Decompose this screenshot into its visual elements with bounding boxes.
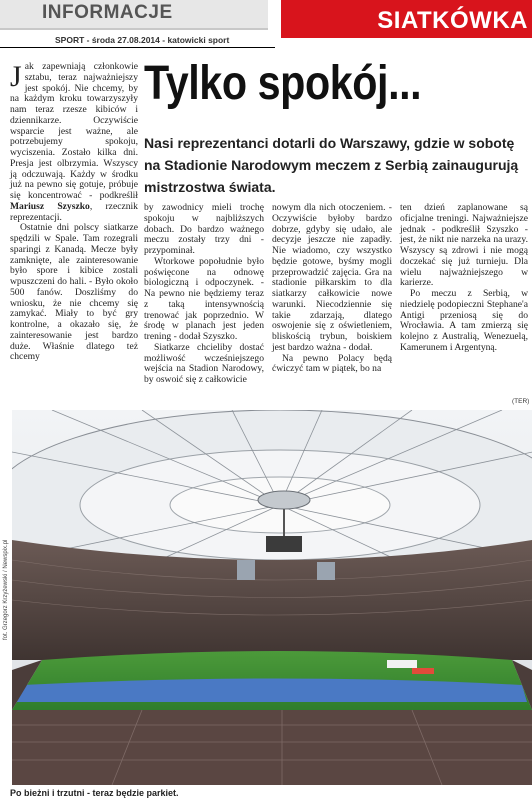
paragraph-text: , rzecznik reprezentacji. bbox=[10, 200, 138, 223]
article-paragraph: Wtorkowe popołudnie było poświęcone na odnowę biologiczną i odpoczynek. - Na pewno nie będziemy teraz z taką intensywnością trenować jak poprzednio. W środę w planach jest jeden trening - dodał Szyszko. bbox=[144, 255, 264, 342]
article-paragraph: Siatkarze chcieliby dostać możliwość wcześniejszego wejścia na Stadion Narodowy, by oswoić się z całkowicie bbox=[144, 341, 264, 385]
article-column-3 bbox=[272, 203, 392, 375]
article-column-1 bbox=[10, 62, 138, 363]
section-header bbox=[0, 0, 268, 30]
article-paragraph: Po meczu z Serbią, w niedzielę podopieczni Stephane'a Antigi przeniosą się do Wrocławia. A tam zmierzą się kolejno z Australią, Wenezuelą, Kamerunem i Argentyną. bbox=[400, 288, 528, 353]
article-paragraph: nowym dla nich otoczeniem. - Oczywiście byłoby bardzo dobrze, gdyby się udało, ale decyzje jeszcze nie zapadły. Nie wiadomo, czy wszystko będzie gotowe, byśmy mogli przeprowadzić zajęcia. Gra na stadionie piłkarskim to dla siatkarzy całkowicie nowe warunki. Niecodziennie się takie zdarzają, dlatego oswojenie się z oświetleniem, bliskością trybun, boiskiem jest bardzo ważna - dodał. bbox=[272, 202, 392, 353]
article-paragraph: by zawodnicy mieli trochę spokoju w najbliższych dobach. Do bardzo ważnego meczu zostały trzy dni - przypominał. bbox=[144, 202, 264, 256]
stadium-photo bbox=[12, 410, 532, 785]
category-header bbox=[281, 0, 532, 38]
article-column-4 bbox=[400, 203, 528, 354]
article-paragraph bbox=[10, 62, 138, 223]
dateline: SPORT - środa 27.08.2014 - katowicki sport bbox=[55, 35, 230, 45]
lead-paragraph: Nasi reprezentanci dotarli do Warszawy, gdzie w sobotę na Stadionie Narodowym meczem z Serbią zainaugurują mistrzostwa świata. bbox=[144, 135, 519, 195]
drop-cap: J bbox=[10, 60, 22, 93]
article-paragraph: Ostatnie dni polscy siatkarze spędzili w Spale. Tam rozegrali sparingi z Kanadą. Mecze były zamknięte, ale zainteresowanie było spore i kibice zostali wpuszczeni do hali. - Było około 500 fanów. Doszliśmy do wniosku, że nie chcemy się zamykać. Miały to być gry kontrolne, a okazało się, że zainteresowanie jest bardzo duże. Właśnie dlatego też chcemy bbox=[10, 222, 138, 363]
stadium-illustration bbox=[12, 410, 532, 785]
author-signature: (TER) bbox=[512, 398, 530, 405]
article-paragraph: ten dzień zaplanowane są oficjalne treningi. Najważniejsze jednak - podkreślił Szyszko - jest, że nikt nie narzeka na urazy. Wszyscy są zdrowi i nie mogą doczekać się już turnieju. Dla wielu najważniejszego w karierze. bbox=[400, 202, 528, 289]
photo-caption: Po bieżni i trzutni - teraz będzie parkiet. bbox=[10, 788, 179, 798]
header-rule bbox=[0, 47, 275, 48]
paragraph-text: ak zapewniają członkowie sztabu, teraz najważniejszy jest spokój. Nie chcemy, by na każdym kroku towarzyszyły nam teraz rzesze kibiców i dziennikarze. Oczywiście wsparcie jest ważne, ale potrzebujemy spokoju, wyciszenia. Zostało kilka dni. Presja jest olbrzymia. Wszyscy ją odczuwają. Każdy w środku już na pewno się gotuje, próbuje się koncentrować - podkreślił bbox=[10, 61, 138, 201]
headline: Tylko spokój... bbox=[144, 57, 422, 110]
photo-credit: fot. Grzegorz Krzyżewski / Newspix.pl bbox=[3, 539, 9, 640]
article-paragraph: Na pewno Polacy będą ćwiczyć tam w piątek, bo na bbox=[272, 352, 392, 375]
quoted-person-name: Mariusz Szyszko bbox=[10, 200, 90, 212]
article-column-2 bbox=[144, 203, 264, 386]
category-label: SIATKÓWKA bbox=[377, 7, 528, 34]
section-label: INFORMACJE bbox=[42, 2, 173, 23]
